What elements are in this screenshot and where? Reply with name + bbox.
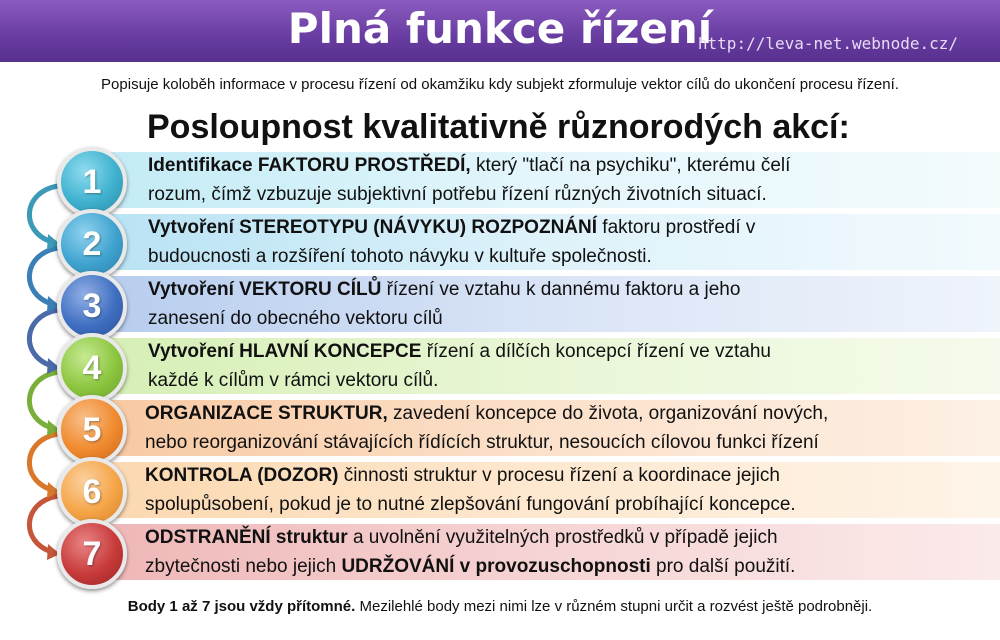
step-6-badge [57, 457, 127, 527]
arrow-5-6 [29, 434, 58, 490]
subtitle: Popisuje koloběh informace v procesu řízení od okamžiku kdy subjekt zformuluje vektor cílů do ukončení procesu řízení. [101, 76, 899, 93]
step-2-number: 2 [82, 225, 102, 263]
step-5-badge [57, 395, 127, 465]
step-1-line2: rozum, čímž vzbuzuje subjektivní potřebu řízení různých životních situací. [148, 184, 767, 205]
step-2-text [148, 213, 755, 271]
source-url[interactable]: http://leva-net.webnode.cz/ [697, 34, 958, 53]
arrow-4-5 [29, 372, 58, 428]
arrow-1-2 [29, 186, 58, 242]
step-6-key-term: KONTROLA (DOZOR) [145, 465, 339, 486]
step-6-line1: činnosti struktur v procesu řízení a koordinace jejich [338, 465, 780, 486]
step-2-key-term: Vytvoření STEREOTYPU (NÁVYKU) ROZPOZNÁNÍ [148, 217, 598, 238]
step-6-number: 6 [82, 473, 102, 511]
step-4-badge [57, 333, 127, 403]
step-1-key-term: Identifikace FAKTORU PROSTŘEDÍ, [148, 155, 471, 176]
arrow-3-4 [29, 310, 58, 366]
step-5-line1: zavedení koncepce do života, organizování nových, [387, 403, 829, 424]
step-3-line1: řízení ve vztahu k dannému faktoru a jeho [381, 279, 741, 300]
step-3-key-term: Vytvoření VEKTORU CÍLŮ [148, 279, 382, 300]
footer-note [0, 598, 1000, 615]
step-7-text [145, 523, 795, 581]
step-3-text [148, 275, 740, 333]
step-7-key-term-2: UDRŽOVÁNÍ v provozuschopnosti [341, 556, 651, 577]
step-5-line2: nebo reorganizování stávajících řídících struktur, nesoucích cílovou funkci řízení [145, 432, 819, 453]
step-5-key-term: ORGANIZACE STRUKTUR, [145, 403, 388, 424]
step-5-text [145, 399, 828, 457]
section-heading: Posloupnost kvalitativně různorodých akcí: [147, 108, 850, 146]
step-5-number: 5 [82, 411, 102, 449]
step-3-number: 3 [82, 287, 102, 325]
step-3-badge [57, 271, 127, 341]
step-6-line2: spolupůsobení, pokud je to nutné zlepšování fungování probíhající koncepce. [145, 494, 796, 515]
footer-rest: Mezilehlé body mezi nimi lze v různém stupni určit a rozvést ještě podrobněji. [355, 598, 873, 615]
step-6-text [145, 461, 796, 519]
step-4-line1: řízení a dílčích koncepcí řízení ve vztahu [421, 341, 771, 362]
arrow-6-7 [29, 496, 58, 552]
step-2-line1: faktoru prostředí v [597, 217, 756, 238]
step-1-badge [57, 147, 127, 217]
footer-bold: Body 1 až 7 jsou vždy přítomné. [127, 598, 356, 615]
step-1-line1: který "tlačí na psychiku", kterému čelí [470, 155, 791, 176]
step-1-text [148, 151, 790, 209]
step-4-text [148, 337, 771, 395]
step-7-line2-start: zbytečnosti nebo jejich [145, 556, 342, 577]
step-4-number: 4 [82, 349, 102, 387]
step-4-key-term: Vytvoření HLAVNÍ KONCEPCE [148, 341, 422, 362]
step-7-badge [57, 519, 127, 589]
step-2-line2: budoucnosti a rozšíření tohoto návyku v kultuře společnosti. [148, 246, 652, 267]
step-4-line2: každé k cílům v rámci vektoru cílů. [148, 370, 439, 391]
step-1-number: 1 [82, 163, 102, 201]
step-7-number: 7 [82, 535, 102, 573]
arrow-2-3 [29, 248, 58, 304]
step-2-badge [57, 209, 127, 279]
step-7-line1: a uvolnění využitelných prostředků v případě jejich [347, 527, 778, 548]
step-7-key-term: ODSTRANĚNÍ struktur [145, 527, 348, 548]
step-7-line2-end: pro další použití. [650, 556, 796, 577]
page-title: Plná funkce řízení [287, 4, 713, 53]
step-3-line2: zanesení do obecného vektoru cílů [148, 308, 443, 329]
